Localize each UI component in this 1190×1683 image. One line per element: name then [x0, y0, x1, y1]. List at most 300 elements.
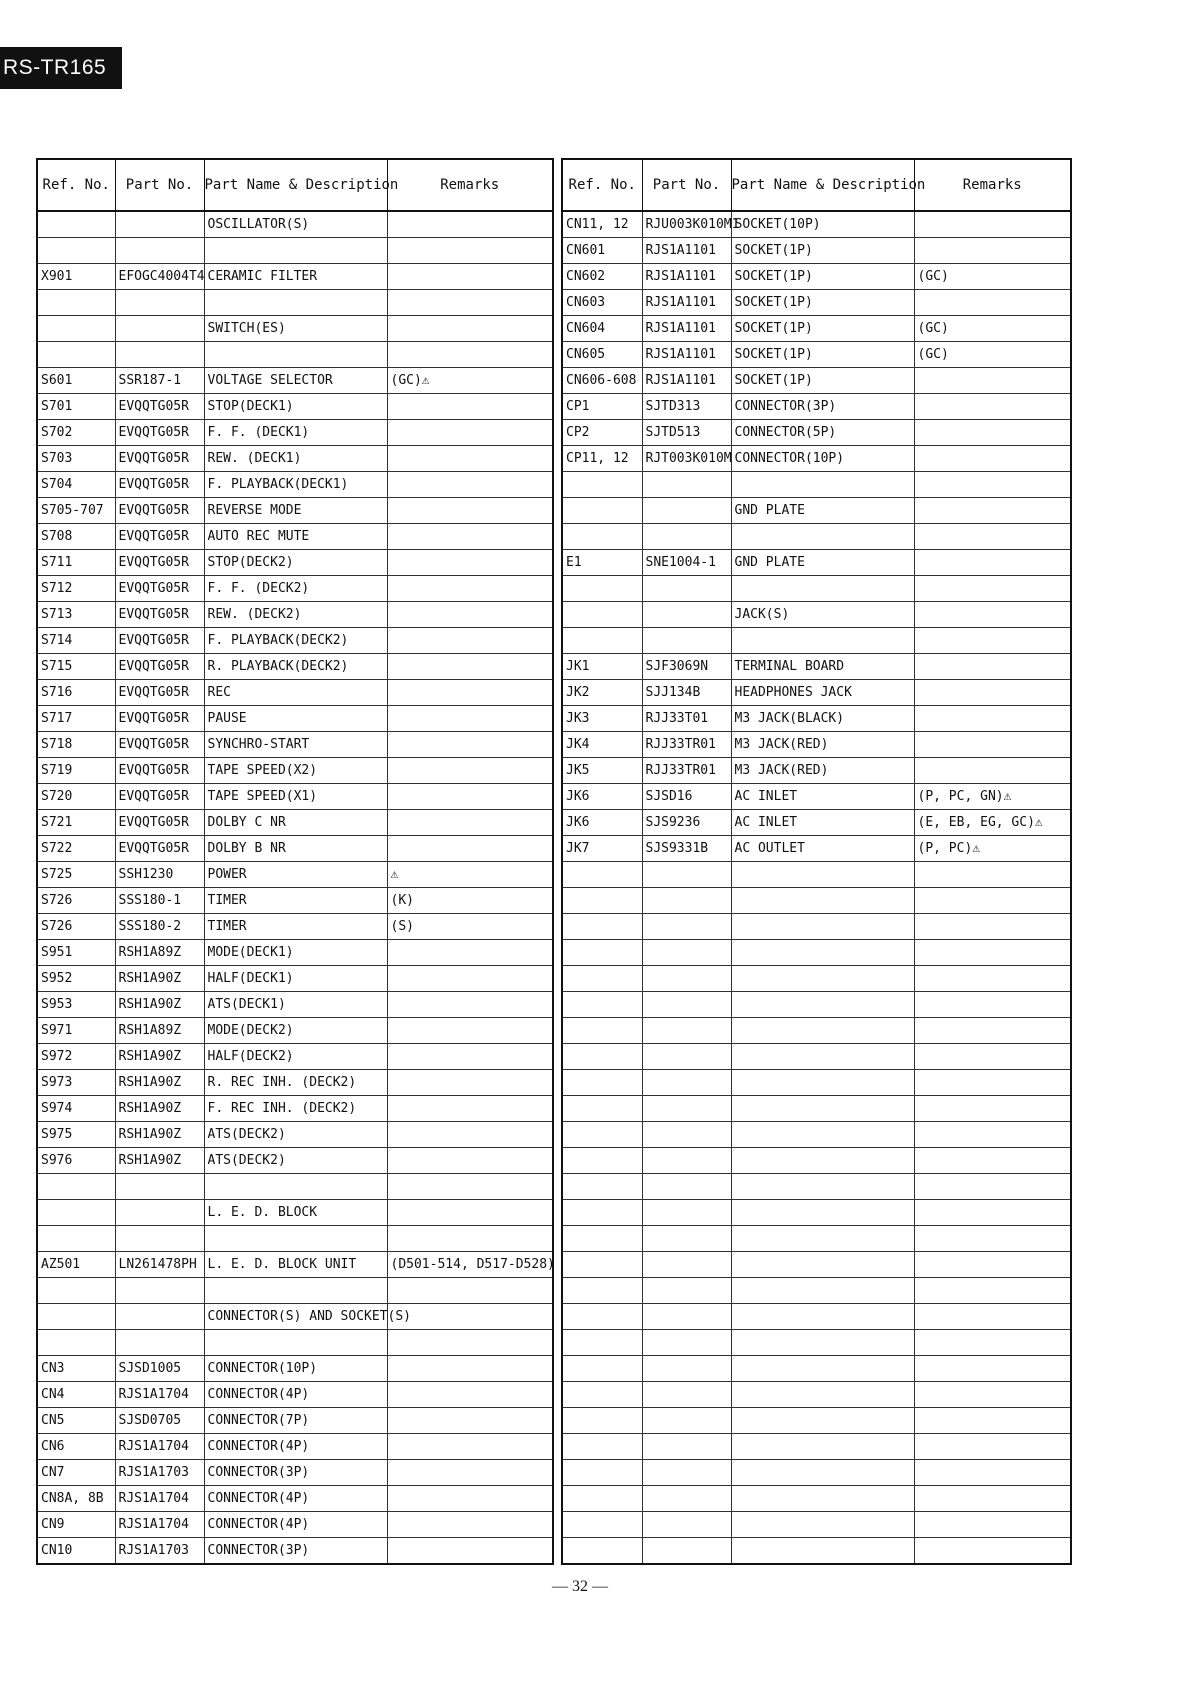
ref-no-cell: CN603 — [562, 290, 642, 316]
ref-no-cell — [37, 290, 115, 316]
table-row — [562, 992, 1071, 1018]
part-no-cell — [642, 992, 731, 1018]
part-no-cell: EVQQTG05R — [115, 602, 204, 628]
ref-no-cell: S719 — [37, 758, 115, 784]
part-no-cell — [115, 238, 204, 264]
description-cell: TERMINAL BOARD — [731, 654, 914, 680]
table-row — [562, 1512, 1071, 1538]
description-cell — [731, 1070, 914, 1096]
ref-no-cell — [562, 1460, 642, 1486]
description-cell — [731, 576, 914, 602]
ref-no-cell — [562, 472, 642, 498]
table-row — [37, 290, 553, 316]
description-cell: TIMER — [204, 914, 387, 940]
description-cell — [731, 1174, 914, 1200]
ref-no-cell: S702 — [37, 420, 115, 446]
part-no-cell — [642, 1096, 731, 1122]
table-row — [37, 1512, 553, 1538]
remarks-cell — [914, 1096, 1071, 1122]
ref-no-cell: JK3 — [562, 706, 642, 732]
ref-no-cell — [562, 1044, 642, 1070]
remarks-cell — [914, 238, 1071, 264]
part-no-cell: EVQQTG05R — [115, 420, 204, 446]
table-row — [562, 420, 1071, 446]
table-row — [37, 914, 553, 940]
description-cell — [204, 1174, 387, 1200]
ref-no-cell: CN11, 12 — [562, 211, 642, 238]
part-no-cell: RJU003K010M1 — [642, 211, 731, 238]
remarks-cell — [914, 1330, 1071, 1356]
description-cell — [204, 342, 387, 368]
remarks-cell — [914, 992, 1071, 1018]
table-row — [37, 1460, 553, 1486]
ref-no-cell: CN602 — [562, 264, 642, 290]
remarks-cell — [387, 576, 553, 602]
remarks-cell — [387, 1070, 553, 1096]
remarks-cell: (D501-514, D517-D528) — [387, 1252, 553, 1278]
table-row — [562, 238, 1071, 264]
remarks-cell — [914, 1486, 1071, 1512]
ref-no-cell: S722 — [37, 836, 115, 862]
ref-no-cell: S601 — [37, 368, 115, 394]
remarks-cell — [387, 602, 553, 628]
remarks-cell: (GC)⚠ — [387, 368, 553, 394]
ref-no-cell: S718 — [37, 732, 115, 758]
description-cell: STOP(DECK2) — [204, 550, 387, 576]
table-row — [37, 264, 553, 290]
description-cell: R. REC INH. (DECK2) — [204, 1070, 387, 1096]
description-cell: CERAMIC FILTER — [204, 264, 387, 290]
table-row — [562, 394, 1071, 420]
part-no-cell: RJS1A1703 — [115, 1460, 204, 1486]
remarks-cell — [914, 966, 1071, 992]
table-row — [562, 1278, 1071, 1304]
ref-no-cell: S708 — [37, 524, 115, 550]
ref-no-cell: S717 — [37, 706, 115, 732]
remarks-cell — [914, 706, 1071, 732]
description-cell — [731, 1304, 914, 1330]
description-cell: SOCKET(1P) — [731, 264, 914, 290]
table-row — [562, 1096, 1071, 1122]
table-row — [562, 1434, 1071, 1460]
ref-no-cell: CP2 — [562, 420, 642, 446]
remarks-cell — [914, 1408, 1071, 1434]
table-row — [37, 706, 553, 732]
description-cell: HALF(DECK1) — [204, 966, 387, 992]
description-cell: MODE(DECK2) — [204, 1018, 387, 1044]
table-row — [562, 1226, 1071, 1252]
part-no-cell — [642, 966, 731, 992]
remarks-cell — [387, 1200, 553, 1226]
part-no-cell — [642, 888, 731, 914]
remarks-cell — [387, 1174, 553, 1200]
description-cell — [731, 888, 914, 914]
ref-no-cell — [37, 316, 115, 342]
part-no-cell: EVQQTG05R — [115, 706, 204, 732]
table-row — [37, 1070, 553, 1096]
description-cell: TAPE SPEED(X1) — [204, 784, 387, 810]
ref-no-cell: CP1 — [562, 394, 642, 420]
ref-no-cell: S972 — [37, 1044, 115, 1070]
ref-no-cell: E1 — [562, 550, 642, 576]
table-row — [37, 1538, 553, 1565]
table-row — [562, 472, 1071, 498]
remarks-cell — [914, 732, 1071, 758]
description-cell: GND PLATE — [731, 550, 914, 576]
ref-no-cell — [562, 1304, 642, 1330]
remarks-cell — [387, 1330, 553, 1356]
table-header-row — [562, 159, 1071, 211]
ref-no-cell: JK6 — [562, 784, 642, 810]
part-no-cell: SJSD0705 — [115, 1408, 204, 1434]
description-cell — [204, 1330, 387, 1356]
part-no-cell: SJTD513 — [642, 420, 731, 446]
description-cell: GND PLATE — [731, 498, 914, 524]
ref-no-cell: S711 — [37, 550, 115, 576]
part-no-cell: RSH1A90Z — [115, 1096, 204, 1122]
table-row — [562, 966, 1071, 992]
part-no-cell: EVQQTG05R — [115, 680, 204, 706]
part-no-cell: RSH1A90Z — [115, 992, 204, 1018]
remarks-cell — [387, 966, 553, 992]
part-no-cell — [115, 290, 204, 316]
part-no-cell — [115, 342, 204, 368]
remarks-cell — [914, 1382, 1071, 1408]
ref-no-cell: CN9 — [37, 1512, 115, 1538]
description-cell — [731, 992, 914, 1018]
remarks-cell: (K) — [387, 888, 553, 914]
part-no-cell — [642, 1486, 731, 1512]
table-row — [37, 1356, 553, 1382]
table-row — [562, 1304, 1071, 1330]
part-no-cell — [642, 576, 731, 602]
ref-no-cell — [37, 238, 115, 264]
remarks-cell — [387, 342, 553, 368]
remarks-cell — [387, 211, 553, 238]
part-no-cell: EVQQTG05R — [115, 810, 204, 836]
description-cell: SOCKET(10P) — [731, 211, 914, 238]
remarks-cell — [914, 862, 1071, 888]
description-cell: SWITCH(ES) — [204, 316, 387, 342]
part-no-cell: RJT003K010M — [642, 446, 731, 472]
remarks-cell: (GC) — [914, 342, 1071, 368]
part-no-cell: SJF3069N — [642, 654, 731, 680]
remarks-cell — [387, 1434, 553, 1460]
remarks-cell — [387, 1018, 553, 1044]
part-no-cell: LN261478PH — [115, 1252, 204, 1278]
ref-no-cell — [562, 1070, 642, 1096]
ref-no-cell: JK6 — [562, 810, 642, 836]
table-row — [562, 368, 1071, 394]
remarks-cell — [914, 446, 1071, 472]
part-no-cell: SJJ134B — [642, 680, 731, 706]
remarks-cell — [387, 784, 553, 810]
table-row — [37, 966, 553, 992]
part-no-cell: EVQQTG05R — [115, 550, 204, 576]
description-cell: REVERSE MODE — [204, 498, 387, 524]
remarks-cell — [914, 602, 1071, 628]
ref-no-cell — [37, 342, 115, 368]
ref-no-cell — [562, 1174, 642, 1200]
part-no-cell: EFOGC4004T4 — [115, 264, 204, 290]
description-cell — [731, 1434, 914, 1460]
description-cell: CONNECTOR(3P) — [731, 394, 914, 420]
table-row — [37, 576, 553, 602]
part-no-cell: RJS1A1704 — [115, 1512, 204, 1538]
part-no-cell — [642, 1226, 731, 1252]
remarks-cell: (E, EB, EG, GC)⚠ — [914, 810, 1071, 836]
part-no-cell — [642, 1408, 731, 1434]
ref-no-cell — [562, 1122, 642, 1148]
table-row — [562, 862, 1071, 888]
description-cell: SOCKET(1P) — [731, 290, 914, 316]
remarks-cell — [387, 1486, 553, 1512]
description-cell — [731, 628, 914, 654]
remarks-cell — [914, 1148, 1071, 1174]
part-no-cell: RJS1A1101 — [642, 238, 731, 264]
table-row — [562, 732, 1071, 758]
table-row — [37, 211, 553, 238]
table-row — [562, 1538, 1071, 1565]
remarks-cell — [914, 628, 1071, 654]
remarks-cell — [387, 654, 553, 680]
remarks-cell — [914, 1252, 1071, 1278]
ref-no-cell: S726 — [37, 914, 115, 940]
part-no-cell — [642, 1460, 731, 1486]
part-no-cell — [642, 1070, 731, 1096]
ref-no-cell: S720 — [37, 784, 115, 810]
ref-no-cell: S716 — [37, 680, 115, 706]
remarks-cell — [387, 420, 553, 446]
description-cell: HALF(DECK2) — [204, 1044, 387, 1070]
table-row — [37, 368, 553, 394]
description-cell: ATS(DECK2) — [204, 1148, 387, 1174]
table-row — [37, 940, 553, 966]
remarks-cell — [387, 394, 553, 420]
header-remarks: Remarks — [914, 159, 1071, 211]
table-row — [562, 602, 1071, 628]
ref-no-cell — [37, 1174, 115, 1200]
description-cell — [731, 1252, 914, 1278]
part-no-cell — [642, 1304, 731, 1330]
table-row — [562, 1330, 1071, 1356]
description-cell — [731, 1122, 914, 1148]
description-cell: SOCKET(1P) — [731, 342, 914, 368]
part-no-cell: SJSD1005 — [115, 1356, 204, 1382]
part-no-cell: RSH1A89Z — [115, 1018, 204, 1044]
ref-no-cell: S953 — [37, 992, 115, 1018]
table-row — [562, 576, 1071, 602]
ref-no-cell — [562, 1512, 642, 1538]
remarks-cell — [387, 1044, 553, 1070]
remarks-cell — [914, 498, 1071, 524]
remarks-cell — [387, 290, 553, 316]
description-cell: SOCKET(1P) — [731, 238, 914, 264]
description-cell: SOCKET(1P) — [731, 368, 914, 394]
remarks-cell — [914, 472, 1071, 498]
table-row — [562, 1200, 1071, 1226]
ref-no-cell — [37, 1226, 115, 1252]
part-no-cell: SJSD16 — [642, 784, 731, 810]
remarks-cell — [387, 316, 553, 342]
ref-no-cell: JK4 — [562, 732, 642, 758]
table-row — [562, 1174, 1071, 1200]
table-row — [562, 550, 1071, 576]
part-no-cell: RJS1A1101 — [642, 342, 731, 368]
part-no-cell: RJJ33TR01 — [642, 758, 731, 784]
description-cell — [204, 1226, 387, 1252]
remarks-cell: (P, PC)⚠ — [914, 836, 1071, 862]
part-no-cell — [642, 1018, 731, 1044]
remarks-cell — [914, 1304, 1071, 1330]
ref-no-cell: S703 — [37, 446, 115, 472]
table-row — [562, 290, 1071, 316]
description-cell: SYNCHRO-START — [204, 732, 387, 758]
remarks-cell — [387, 732, 553, 758]
ref-no-cell — [562, 1200, 642, 1226]
ref-no-cell — [562, 862, 642, 888]
part-no-cell — [642, 1044, 731, 1070]
table-row — [562, 1044, 1071, 1070]
table-row — [562, 836, 1071, 862]
remarks-cell — [914, 1226, 1071, 1252]
part-no-cell: EVQQTG05R — [115, 732, 204, 758]
remarks-cell — [387, 706, 553, 732]
part-no-cell: EVQQTG05R — [115, 576, 204, 602]
description-cell: CONNECTOR(10P) — [731, 446, 914, 472]
table-row — [37, 472, 553, 498]
table-row — [562, 1252, 1071, 1278]
remarks-cell — [914, 1356, 1071, 1382]
ref-no-cell: S976 — [37, 1148, 115, 1174]
description-cell: F. PLAYBACK(DECK2) — [204, 628, 387, 654]
part-no-cell — [642, 1122, 731, 1148]
description-cell — [204, 238, 387, 264]
description-cell: L. E. D. BLOCK — [204, 1200, 387, 1226]
description-cell: M3 JACK(BLACK) — [731, 706, 914, 732]
description-cell: VOLTAGE SELECTOR — [204, 368, 387, 394]
ref-no-cell — [37, 1200, 115, 1226]
ref-no-cell: S973 — [37, 1070, 115, 1096]
part-no-cell: RSH1A90Z — [115, 1070, 204, 1096]
description-cell: CONNECTOR(4P) — [204, 1382, 387, 1408]
description-cell: REC — [204, 680, 387, 706]
ref-no-cell: JK7 — [562, 836, 642, 862]
remarks-cell — [914, 1278, 1071, 1304]
ref-no-cell — [562, 992, 642, 1018]
description-cell: CONNECTOR(4P) — [204, 1486, 387, 1512]
description-cell: M3 JACK(RED) — [731, 758, 914, 784]
remarks-cell — [387, 264, 553, 290]
remarks-cell: (GC) — [914, 264, 1071, 290]
ref-no-cell — [562, 1434, 642, 1460]
remarks-cell — [914, 576, 1071, 602]
ref-no-cell — [562, 602, 642, 628]
table-row — [562, 680, 1071, 706]
table-row — [37, 524, 553, 550]
ref-no-cell — [562, 1538, 642, 1565]
header-ref-no: Ref. No. — [37, 159, 115, 211]
remarks-cell — [387, 238, 553, 264]
remarks-cell: (GC) — [914, 316, 1071, 342]
ref-no-cell: S952 — [37, 966, 115, 992]
part-no-cell: RJS1A1101 — [642, 316, 731, 342]
table-row — [37, 1044, 553, 1070]
description-cell — [731, 1044, 914, 1070]
ref-no-cell: S974 — [37, 1096, 115, 1122]
remarks-cell — [387, 758, 553, 784]
part-no-cell — [642, 524, 731, 550]
remarks-cell — [914, 1512, 1071, 1538]
part-no-cell — [642, 498, 731, 524]
table-row — [37, 888, 553, 914]
ref-no-cell — [562, 1226, 642, 1252]
part-no-cell: EVQQTG05R — [115, 472, 204, 498]
table-row — [562, 1382, 1071, 1408]
table-row — [37, 394, 553, 420]
part-no-cell: RSH1A89Z — [115, 940, 204, 966]
ref-no-cell: S713 — [37, 602, 115, 628]
table-row — [562, 628, 1071, 654]
part-no-cell — [642, 602, 731, 628]
ref-no-cell — [562, 576, 642, 602]
remarks-cell — [914, 394, 1071, 420]
ref-no-cell: S725 — [37, 862, 115, 888]
table-row — [37, 836, 553, 862]
description-cell: F. PLAYBACK(DECK1) — [204, 472, 387, 498]
ref-no-cell — [562, 1018, 642, 1044]
parts-table-left — [36, 158, 554, 1565]
parts-table-right-body — [562, 211, 1071, 1564]
description-cell: ATS(DECK1) — [204, 992, 387, 1018]
ref-no-cell — [562, 1356, 642, 1382]
remarks-cell — [387, 1148, 553, 1174]
ref-no-cell: CN3 — [37, 1356, 115, 1382]
part-no-cell: EVQQTG05R — [115, 524, 204, 550]
part-no-cell — [115, 1304, 204, 1330]
ref-no-cell: CN7 — [37, 1460, 115, 1486]
ref-no-cell: S704 — [37, 472, 115, 498]
remarks-cell — [387, 1226, 553, 1252]
table-row — [37, 1408, 553, 1434]
description-cell — [731, 1148, 914, 1174]
description-cell: L. E. D. BLOCK UNIT — [204, 1252, 387, 1278]
remarks-cell — [914, 1538, 1071, 1565]
description-cell: STOP(DECK1) — [204, 394, 387, 420]
ref-no-cell — [562, 1486, 642, 1512]
remarks-cell: (P, PC, GN)⚠ — [914, 784, 1071, 810]
remarks-cell — [914, 290, 1071, 316]
part-no-cell: RJS1A1703 — [115, 1538, 204, 1565]
description-cell — [731, 524, 914, 550]
table-row — [37, 550, 553, 576]
part-no-cell: EVQQTG05R — [115, 836, 204, 862]
remarks-cell — [387, 992, 553, 1018]
description-cell — [731, 1278, 914, 1304]
description-cell: CONNECTOR(10P) — [204, 1356, 387, 1382]
remarks-cell — [387, 1512, 553, 1538]
table-row — [37, 446, 553, 472]
table-row — [562, 1486, 1071, 1512]
table-row — [562, 1148, 1071, 1174]
part-no-cell — [115, 1226, 204, 1252]
remarks-cell — [387, 940, 553, 966]
ref-no-cell — [562, 1330, 642, 1356]
table-row — [37, 1434, 553, 1460]
description-cell: JACK(S) — [731, 602, 914, 628]
ref-no-cell: CN8A, 8B — [37, 1486, 115, 1512]
part-no-cell — [115, 1330, 204, 1356]
